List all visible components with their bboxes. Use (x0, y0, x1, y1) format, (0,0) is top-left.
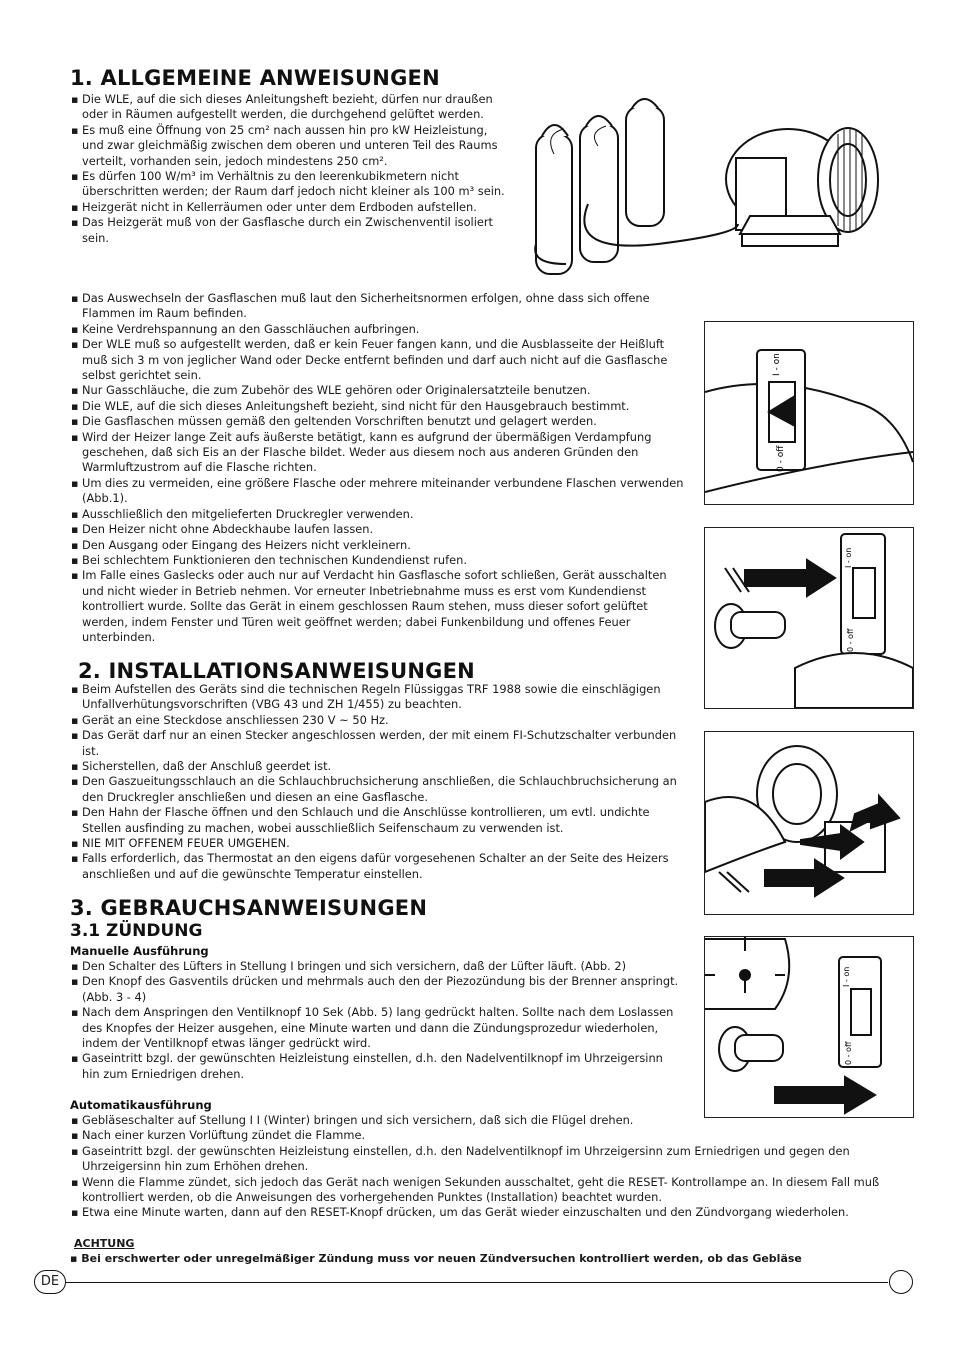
list-item: ▪ Den Ausgang oder Eingang des Heizers nicht verkleinern. (70, 538, 688, 553)
switch-off-label: 0 - off (776, 445, 786, 472)
figure-dial-knob (704, 936, 914, 1118)
section-2-list (70, 682, 688, 882)
list-item: ▪ Den Gaszueitungsschlauch an die Schlauchbruchsicherung anschließen, die Schlauchbruchsicherung an den Druckregler anschließen und diesen an eine Gasflasche. (70, 774, 688, 805)
figure-piezo-ignition (704, 731, 914, 915)
list-item: ▪ Nach einer kurzen Vorlüftung zündet die Flamme. (70, 1128, 886, 1143)
figure-switch-on (704, 321, 914, 505)
list-item: ▪ Den Schalter des Lüfters in Stellung I bringen und sich versichern, daß der Lüfter läuft. (Abb. 2) (70, 959, 682, 974)
list-item: ▪ Im Falle eines Gaslecks oder auch nur auf Verdacht hin Gasflasche sofort schließen, Gerät ausschalten und nicht wieder in Betrieb nehmen. Vor erneuter Inbetriebnahme muss es erst vom Kundendienst kontrolliert wurde. Sollte das Gerät in einem geschlossen Raum stehen, muss dieser sofort gelüftet werden, indem Fenster und Türen weit geöffnet werden; dabei Funkenbildung und offenes Feuer unterbinden. (70, 568, 688, 645)
switch-off-label-3: 0 - off (844, 1041, 853, 1065)
section-1-title: 1. ALLGEMEINE ANWEISUNGEN (70, 66, 440, 90)
footer-line (66, 1282, 888, 1283)
list-item: ▪ Die Gasflaschen müssen gemäß den geltenden Vorschriften benutzt und gelagert werden. (70, 414, 688, 429)
section-1-list-a (70, 92, 510, 246)
language-badge: DE (34, 1270, 66, 1294)
list-item: ▪ Der WLE muß so aufgestellt werden, daß er kein Feuer fangen kann, und die Ausblasseite der Heißluft muß sich 3 m von jeglicher Wand oder Decke entfernt befinden und darf auch nicht auf die Gasflasche selbst gerichtet sein. (70, 337, 688, 383)
switch-on-label-3: I - on (842, 966, 851, 987)
list-item: ▪ Es dürfen 100 W/m³ im Verhältnis zu den leerenkubikmetern nicht überschritten werden; der Raum darf jedoch nicht kleiner als 100 m³ sein. (70, 169, 510, 200)
list-item: ▪ Nur Gasschläuche, die zum Zubehör des WLE gehören oder Originalersatzteile benutzen. (70, 383, 688, 398)
list-item: ▪ Etwa eine Minute warten, dann auf den RESET-Knopf drücken, um das Gerät wieder einzuschalten und den Zündvorgang wiederholen. (70, 1205, 886, 1220)
list-item: ▪ Beim Aufstellen des Geräts sind die technischen Regeln Flüssiggas TRF 1988 sowie die einschlägigen Unfallverhütungsvorschriften (VBG 43 und ZH 1/455) zu beachten. (70, 682, 688, 713)
list-item: ▪ Wird der Heizer lange Zeit aufs äußerste betätigt, kann es aufgrund der übermäßigen Verdampfung geschehen, daß sich Eis an der Flasche bildet. Weder aus diesem noch aus anderen Gründen den Warmluftzustrom auf die Flasche richten. (70, 430, 688, 476)
list-item: ▪ Heizgerät nicht in Kellerräumen oder unter dem Erdboden aufstellen. (70, 200, 510, 215)
page-marker-circle (889, 1270, 913, 1294)
list-item: ▪ Gaseintritt bzgl. der gewünschten Heizleistung einstellen, d.h. den Nadelventilknopf im Uhrzeigersinn zum Erniedrigen und gegen den Uhrzeigersinn hin zum Erhöhen drehen. (70, 1144, 886, 1175)
list-item: ▪ Gebläseschalter auf Stellung I I (Winter) bringen und sich versichern, daß sich die Flügel drehen. (70, 1113, 886, 1128)
switch-off-label-2: 0 - off (846, 628, 855, 652)
list-item: ▪ Keine Verdrehspannung an den Gasschläuchen aufbringen. (70, 322, 688, 337)
list-item: ▪ Die WLE, auf die sich dieses Anleitungsheft bezieht, sind nicht für den Hausgebrauch bestimmt. (70, 399, 688, 414)
list-item: ▪ Gerät an eine Steckdose anschliessen 230 V ~ 50 Hz. (70, 713, 688, 728)
list-item: ▪ NIE MIT OFFENEM FEUER UMGEHEN. (70, 836, 688, 851)
list-item: ▪ Nach dem Anspringen den Ventilknopf 10 Sek (Abb. 5) lang gedrückt halten. Sollte nach dem Loslassen des Knopfes der Heizer ausgehen, eine Minute warten und dann die Zündungsprozedur wiederholen, indem der Ventilknopf etwas länger gedrückt wird. (70, 1005, 682, 1051)
list-item: ▪ Das Heizgerät muß von der Gasflasche durch ein Zwischenventil isoliert sein. (70, 215, 510, 246)
warning-text: ▪ Bei erschwerter oder unregelmäßiger Zündung muss vor neuen Zündversuchen kontrolliert werden, ob das Gebläse (70, 1252, 802, 1265)
list-item: ▪ Falls erforderlich, das Thermostat an den eigens dafür vorgesehenen Schalter an der Seite des Heizers anschließen und auf die gewünschte Temperatur einstellen. (70, 851, 688, 882)
section-3-title: 3. GEBRAUCHSANWEISUNGEN (70, 896, 428, 920)
auto-mode-list (70, 1113, 886, 1221)
figure-knob-press (704, 527, 914, 709)
warning-title: ACHTUNG (74, 1237, 135, 1250)
manual-mode-list (70, 959, 682, 1082)
list-item: ▪ Die WLE, auf die sich dieses Anleitungsheft bezieht, dürfen nur draußen oder in Räumen aufgestellt werden, die durchgehend gelüftet werden. (70, 92, 510, 123)
manual-mode-title: Manuelle Ausführung (70, 944, 209, 958)
list-item: ▪ Um dies zu vermeiden, eine größere Flasche oder mehrere miteinander verbundene Flaschen verwenden (Abb.1). (70, 476, 688, 507)
list-item: ▪ Den Heizer nicht ohne Abdeckhaube laufen lassen. (70, 522, 688, 537)
list-item: ▪ Den Hahn der Flasche öffnen und den Schlauch und die Anschlüsse kontrollieren, um evtl. undichte Stellen ausfinding zu machen, wobei ausschließlich Seifenschaum zu verwenden ist. (70, 805, 688, 836)
list-item: ▪ Den Knopf des Gasventils drücken und mehrmals auch den der Piezozündung bis der Brenner anspringt. (Abb. 3 - 4) (70, 974, 682, 1005)
list-item: ▪ Wenn die Flamme zündet, sich jedoch das Gerät nach wenigen Sekunden ausschaltet, geht die RESET- Kontrollampe an. In diesem Fall muß kontrolliert werden, ob die Anweisungen des vorhergehenden Punktes (Installation) beachtet wurden. (70, 1175, 886, 1206)
section-3-1-subtitle: 3.1 ZÜNDUNG (70, 921, 203, 941)
list-item: ▪ Bei schlechtem Funktionieren den technischen Kundendienst rufen. (70, 553, 688, 568)
gas-bottles-heater-illustration (528, 94, 894, 284)
list-item: ▪ Sicherstellen, daß der Anschluß geerdet ist. (70, 759, 688, 774)
list-item: ▪ Das Auswechseln der Gasflaschen muß laut den Sicherheitsnormen erfolgen, ohne dass sich offene Flammen im Raum befinden. (70, 291, 688, 322)
list-item: ▪ Ausschließlich den mitgelieferten Druckregler verwenden. (70, 507, 688, 522)
switch-on-label: I - on (772, 353, 782, 376)
section-1-list-b (70, 291, 688, 645)
list-item: ▪ Gaseintritt bzgl. der gewünschten Heizleistung einstellen, d.h. den Nadelventilknopf im Uhrzeigersinn hin zum Erniedrigen drehen. (70, 1051, 682, 1082)
section-2-title: 2. INSTALLATIONSANWEISUNGEN (78, 659, 475, 683)
list-item: ▪ Es muß eine Öffnung von 25 cm² nach aussen hin pro kW Heizleistung, und zwar gleichmäßig zwischen dem oberen und unteren Teil des Raums verteilt, vorhanden sein, jedoch mindestens 250 cm². (70, 123, 510, 169)
list-item: ▪ Das Gerät darf nur an einen Stecker angeschlossen werden, der mit einem FI-Schutzschalter verbunden ist. (70, 728, 688, 759)
auto-mode-title: Automatikausführung (70, 1098, 212, 1112)
switch-on-label-2: I - on (844, 547, 853, 568)
